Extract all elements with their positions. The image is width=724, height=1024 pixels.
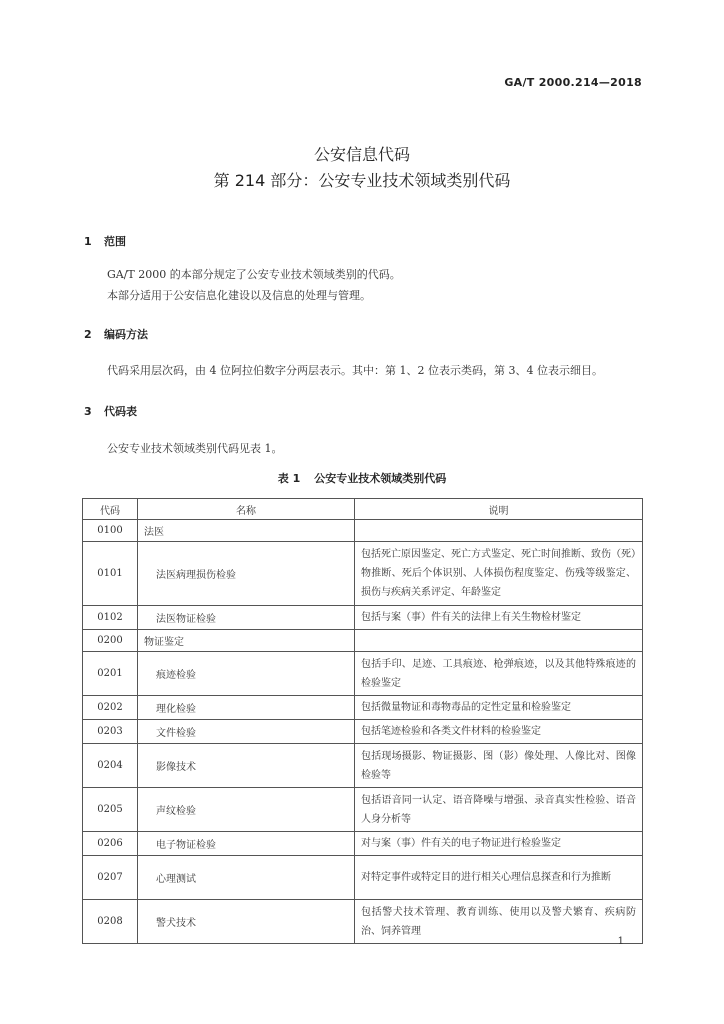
cell-description: 包括微量物证和毒物毒品的定性定量和检验鉴定 [355, 696, 643, 720]
cell-code: 0203 [83, 720, 138, 744]
cell-code: 0205 [83, 788, 138, 832]
cell-name: 法医物证检验 [138, 606, 355, 630]
cell-code: 0206 [83, 832, 138, 856]
cell-description: 包括现场摄影、物证摄影、图（影）像处理、人像比对、图像检验等 [355, 744, 643, 788]
table-row [83, 788, 643, 832]
paragraph: 本部分适用于公安信息化建设以及信息的处理与管理。 [107, 289, 371, 302]
cell-description [355, 520, 643, 542]
section-number: 1 [84, 235, 92, 248]
cell-name: 法医病理损伤检验 [138, 542, 355, 606]
cell-name: 理化检验 [138, 696, 355, 720]
header-description: 说明 [355, 499, 643, 520]
cell-description [355, 630, 643, 652]
section-title: 范围 [104, 235, 126, 248]
page-number: 1 [617, 936, 624, 947]
cell-description: 对与案（事）件有关的电子物证进行检验鉴定 [355, 832, 643, 856]
table-caption-number: 表 1 [277, 472, 301, 485]
cell-description: 包括死亡原因鉴定、死亡方式鉴定、死亡时间推断、致伤（死）物推断、死后个体识别、人体损伤程度鉴定、伤残等级鉴定、损伤与疾病关系评定、年龄鉴定 [355, 542, 643, 606]
paragraph: 公安专业技术领域类别代码见表 1。 [107, 442, 283, 455]
cell-code: 0204 [83, 744, 138, 788]
table-header-row [83, 499, 643, 520]
cell-description: 包括警犬技术管理、教育训练、使用以及警犬繁育、疾病防治、饲养管理 [355, 900, 643, 944]
cell-code: 0100 [83, 520, 138, 542]
cell-name: 文件检验 [138, 720, 355, 744]
section-heading-coding-method [84, 326, 148, 342]
cell-description: 对特定事件或特定目的进行相关心理信息探查和行为推断 [355, 856, 643, 900]
cell-name: 物证鉴定 [138, 630, 355, 652]
table-row [83, 652, 643, 696]
section-title: 代码表 [104, 405, 137, 418]
cell-name: 声纹检验 [138, 788, 355, 832]
header-code: 代码 [83, 499, 138, 520]
cell-name: 痕迹检验 [138, 652, 355, 696]
cell-code: 0201 [83, 652, 138, 696]
table-row [83, 744, 643, 788]
table-row [83, 856, 643, 900]
table-row [83, 832, 643, 856]
standard-code: GA/T 2000.214—2018 [504, 76, 642, 89]
header-name: 名称 [138, 499, 355, 520]
section-heading-scope [84, 233, 126, 249]
cell-code: 0208 [83, 900, 138, 944]
cell-name: 心理测试 [138, 856, 355, 900]
cell-code: 0202 [83, 696, 138, 720]
table-caption [0, 470, 724, 486]
cell-name: 警犬技术 [138, 900, 355, 944]
code-table [82, 498, 643, 944]
table-row [83, 520, 643, 542]
document-title: 公安信息代码 [313, 145, 410, 164]
table-caption-text: 公安专业技术领域类别代码 [314, 472, 447, 485]
section-heading-code-table [84, 403, 137, 419]
table-row [83, 720, 643, 744]
cell-name: 电子物证检验 [138, 832, 355, 856]
cell-code: 0102 [83, 606, 138, 630]
cell-code: 0200 [83, 630, 138, 652]
section-number: 3 [84, 405, 92, 418]
table-row [83, 606, 643, 630]
cell-name: 影像技术 [138, 744, 355, 788]
cell-code: 0101 [83, 542, 138, 606]
cell-description: 包括与案（事）件有关的法律上有关生物检材鉴定 [355, 606, 643, 630]
section-title: 编码方法 [104, 328, 148, 341]
table-row [83, 630, 643, 652]
cell-description: 包括笔迹检验和各类文件材料的检验鉴定 [355, 720, 643, 744]
table-row [83, 696, 643, 720]
table-row [83, 542, 643, 606]
cell-description: 包括手印、足迹、工具痕迹、枪弹痕迹，以及其他特殊痕迹的检验鉴定 [355, 652, 643, 696]
cell-code: 0207 [83, 856, 138, 900]
cell-description: 包括语音同一认定、语音降噪与增强、录音真实性检验、语音人身分析等 [355, 788, 643, 832]
paragraph: 代码采用层次码，由 4 位阿拉伯数字分两层表示。其中：第 1、2 位表示类码，第 3、4 位表示细目。 [107, 364, 603, 377]
cell-name: 法医 [138, 520, 355, 542]
paragraph: GA/T 2000 的本部分规定了公安专业技术领域类别的代码。 [107, 268, 401, 281]
table-row [83, 900, 643, 944]
document-subtitle: 第 214 部分：公安专业技术领域类别代码 [213, 171, 511, 190]
section-number: 2 [84, 328, 92, 341]
